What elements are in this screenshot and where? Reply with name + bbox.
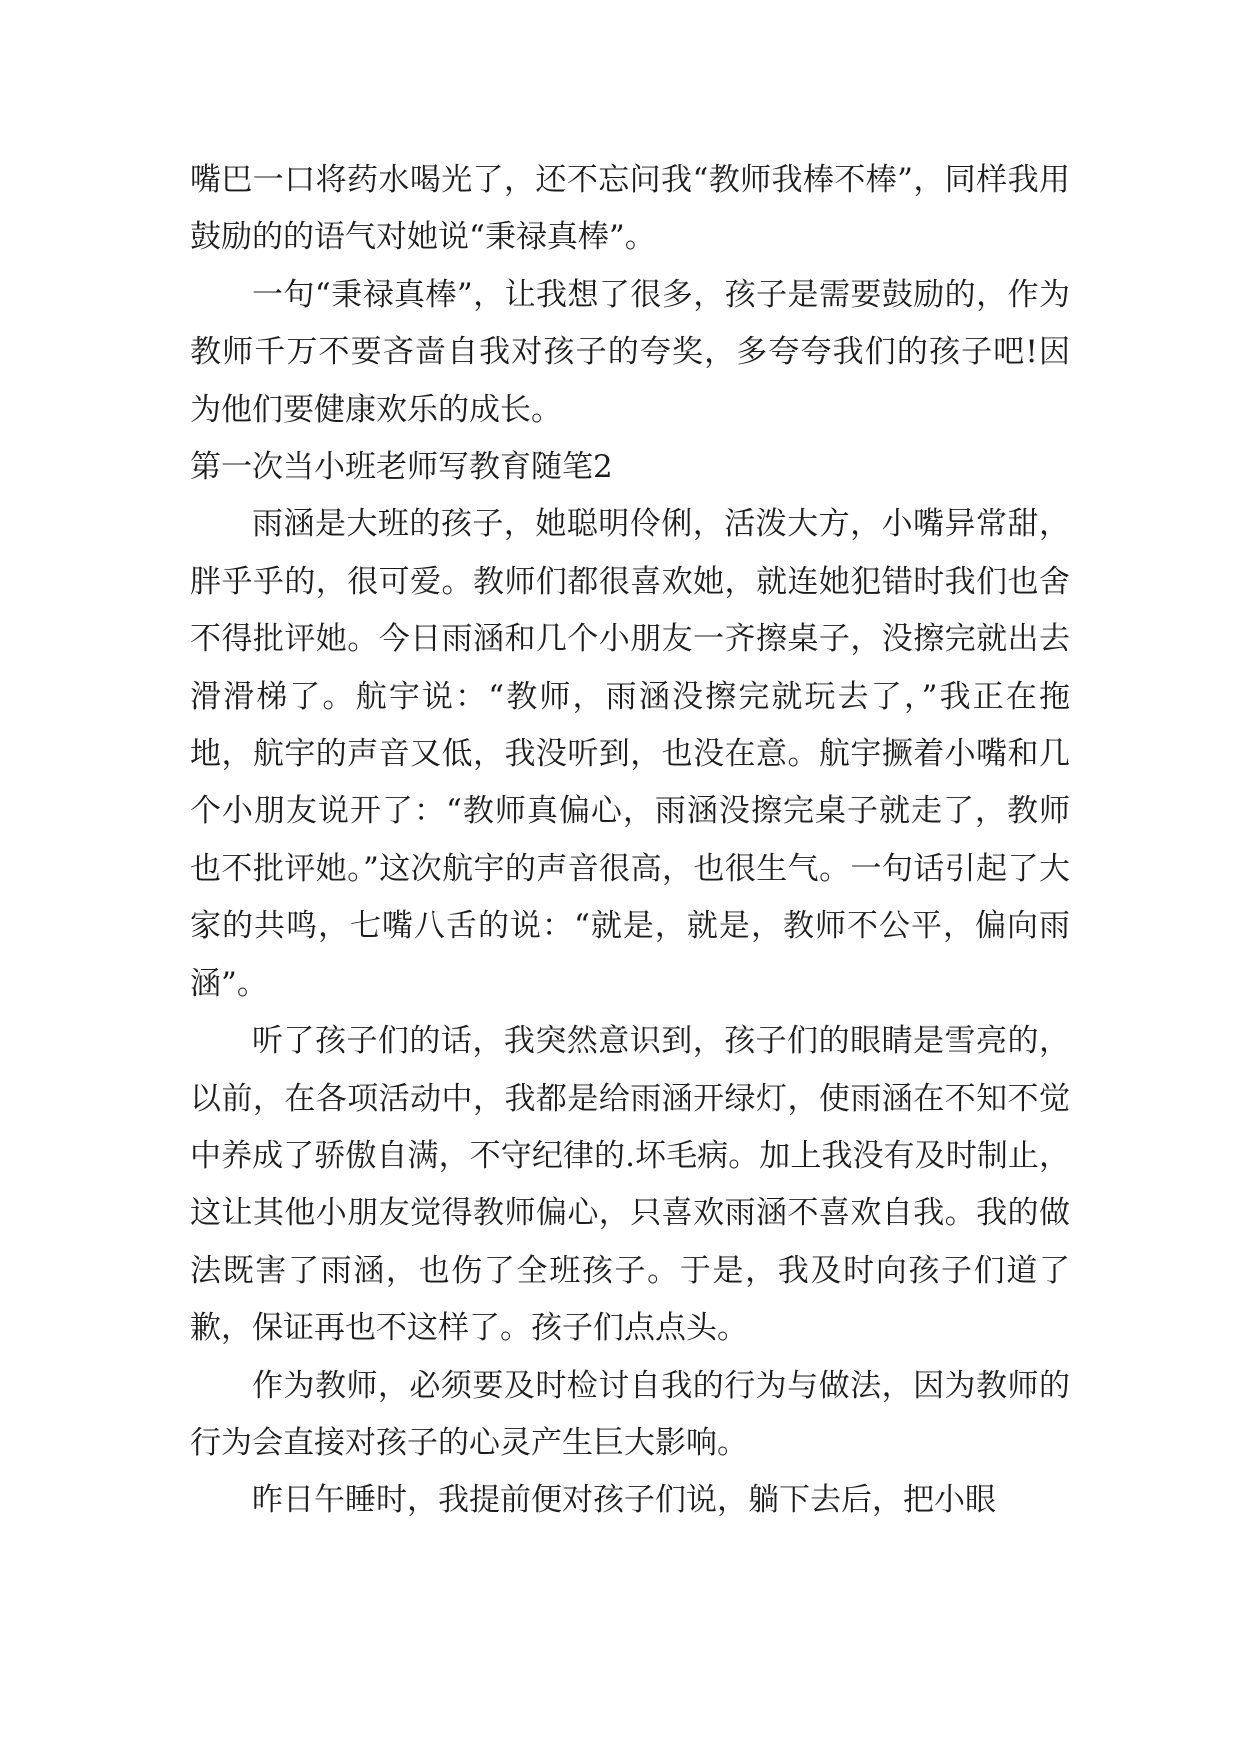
paragraph: 听了孩子们的话，我突然意识到，孩子们的眼睛是雪亮的，以前，在各项活动中，我都是给雨涵开绿灯，使雨涵在不知不觉中养成了骄傲自满，不守纪律的.坏毛病。加上我没有及时制止，这让其他小朋友觉得教师偏心，只喜欢雨涵不喜欢自我。我的做法既害了雨涵，也伤了全班孩子。于是，我及时向孩子们道了歉，保证再也不这样了。孩子们点点头。 bbox=[190, 1023, 1070, 1347]
paragraph: 一句“秉禄真棒”，让我想了很多，孩子是需要鼓励的，作为教师千万不要吝啬自我对孩子的夸奖，多夸夸我们的孩子吧!因为他们要健康欢乐的成长。 bbox=[190, 276, 1070, 428]
paragraph: 昨日午睡时，我提前便对孩子们说，躺下去后，把小眼 bbox=[252, 1482, 996, 1519]
paragraph: 作为教师，必须要及时检讨自我的行为与做法，因为教师的行为会直接对孩子的心灵产生巨大影响。 bbox=[190, 1367, 1070, 1461]
paragraph: 雨涵是大班的孩子，她聪明伶俐，活泼大方，小嘴异常甜，胖乎乎的，很可爱。教师们都很喜欢她，就连她犯错时我们也舍不得批评她。今日雨涵和几个小朋友一齐擦桌子，没擦完就出去滑滑梯了。航宇说：“教师，雨涵没擦完就玩去了，”我正在拖地，航宇的声音又低，我没听到，也没在意。航宇撅着小嘴和几个小朋友说开了：“教师真偏心，雨涵没擦完桌子就走了，教师也不批评她。”这次航宇的声音很高，也很生气。一句话引起了大家的共鸣，七嘴八舌的说：“就是，就是，教师不公平，偏向雨涵”。 bbox=[190, 506, 1070, 1002]
paragraph-continuation: 嘴巴一口将药水喝光了，还不忘问我“教师我棒不棒”，同样我用鼓励的的语气对她说“秉禄真棒”。 bbox=[190, 162, 1070, 256]
document-body bbox=[190, 152, 1070, 1530]
section-heading: 第一次当小班老师写教育随笔2 bbox=[190, 449, 613, 486]
